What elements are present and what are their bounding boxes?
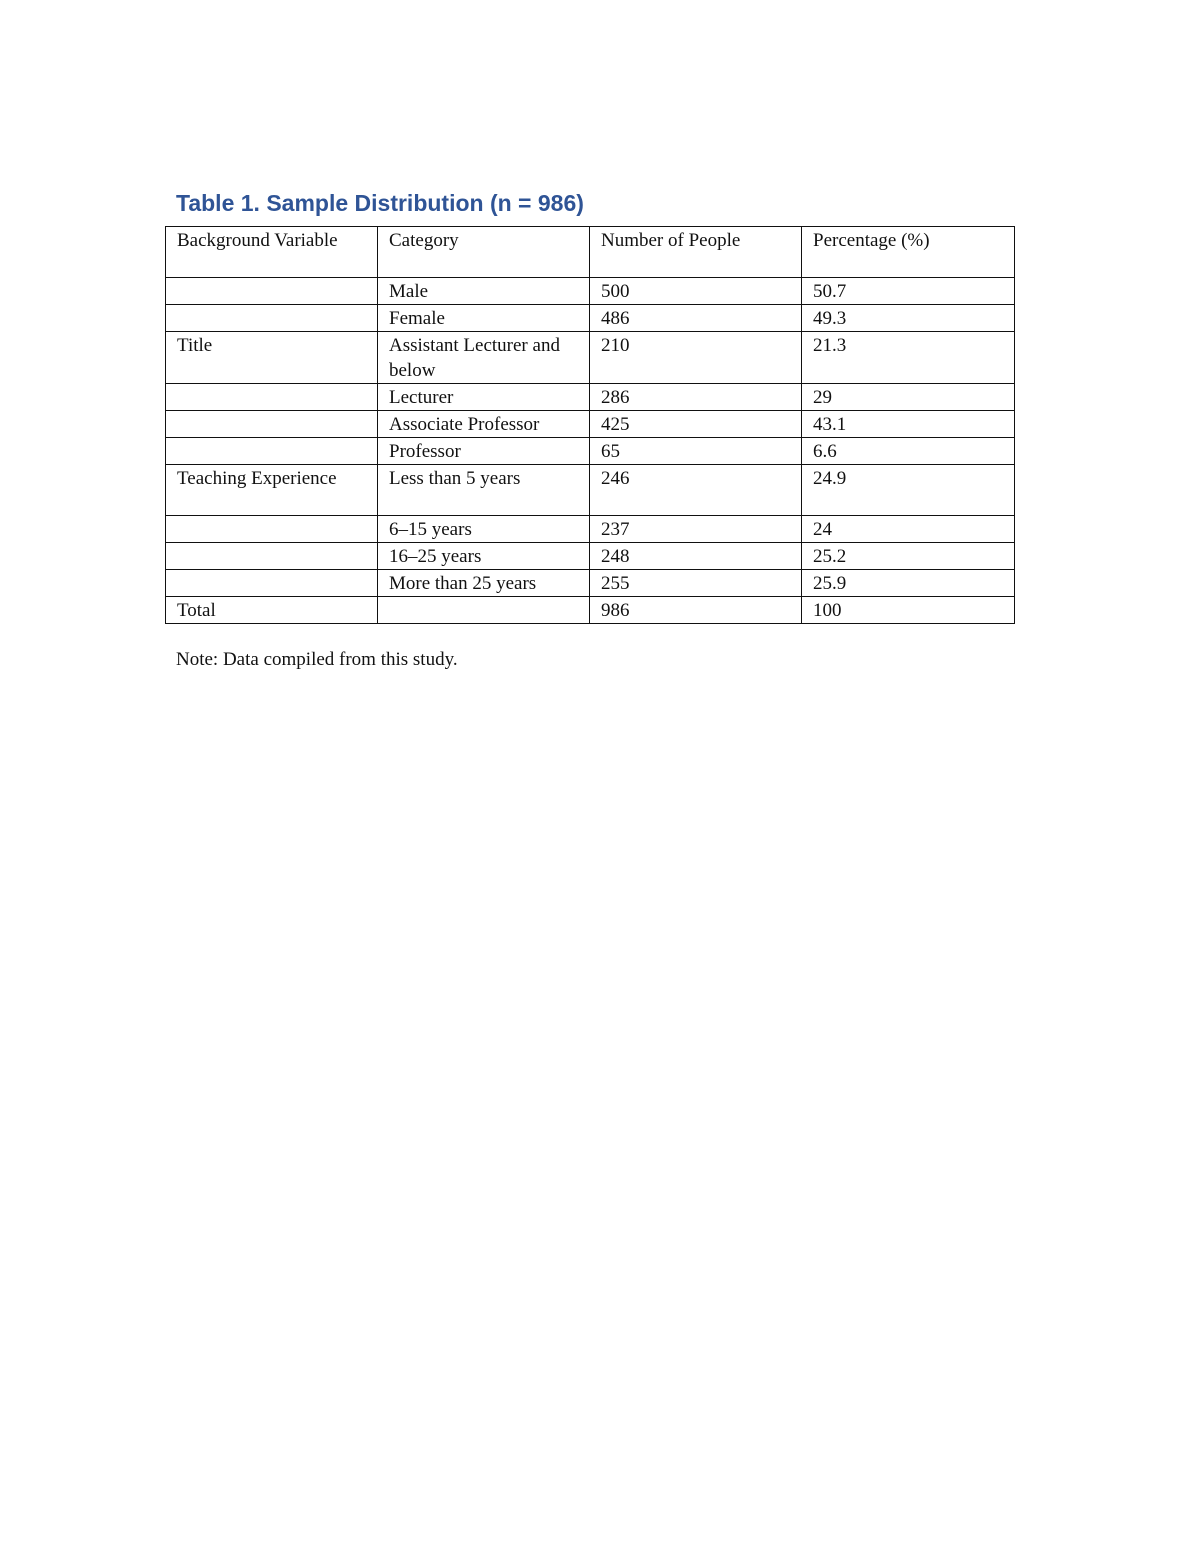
table-caption: Table 1. Sample Distribution (n = 986) <box>176 190 584 216</box>
table-cell: 210 <box>590 332 802 384</box>
table-row <box>166 570 1015 597</box>
table-cell: 29 <box>802 384 1015 411</box>
header-cell: Number of People <box>590 227 802 278</box>
table-cell: Total <box>166 597 378 624</box>
table-cell: Associate Professor <box>378 411 590 438</box>
table-cell: More than 25 years <box>378 570 590 597</box>
header-cell: Background Variable <box>166 227 378 278</box>
table-cell: 65 <box>590 438 802 465</box>
table-note: Note: Data compiled from this study. <box>176 649 458 670</box>
table-row <box>166 516 1015 543</box>
table-cell: 286 <box>590 384 802 411</box>
table-cell: Female <box>378 305 590 332</box>
table-cell <box>166 516 378 543</box>
table-row <box>166 465 1015 516</box>
header-cell: Percentage (%) <box>802 227 1015 278</box>
table-cell: Teaching Experience <box>166 465 378 516</box>
table-cell: 248 <box>590 543 802 570</box>
table-row <box>166 384 1015 411</box>
table-cell <box>166 278 378 305</box>
table-cell <box>378 597 590 624</box>
sample-distribution-table <box>165 226 1015 624</box>
table-cell: Professor <box>378 438 590 465</box>
table-cell: 425 <box>590 411 802 438</box>
header-cell: Category <box>378 227 590 278</box>
table-row <box>166 543 1015 570</box>
table-row <box>166 332 1015 384</box>
table-cell <box>166 543 378 570</box>
table-row <box>166 305 1015 332</box>
table-cell: 100 <box>802 597 1015 624</box>
table-cell: 25.2 <box>802 543 1015 570</box>
table-cell <box>166 384 378 411</box>
table-cell: 486 <box>590 305 802 332</box>
table-header-row <box>166 227 1015 278</box>
table-cell: 25.9 <box>802 570 1015 597</box>
table-cell: Assistant Lecturer and below <box>378 332 590 384</box>
table-cell: 43.1 <box>802 411 1015 438</box>
table-row <box>166 278 1015 305</box>
table-cell <box>166 411 378 438</box>
table-cell: 255 <box>590 570 802 597</box>
table-total-row <box>166 597 1015 624</box>
table-cell: Lecturer <box>378 384 590 411</box>
table-cell: 237 <box>590 516 802 543</box>
table-cell: Title <box>166 332 378 384</box>
table-cell: Less than 5 years <box>378 465 590 516</box>
table-row <box>166 438 1015 465</box>
table-cell: 16–25 years <box>378 543 590 570</box>
table-cell: 500 <box>590 278 802 305</box>
table-cell: 49.3 <box>802 305 1015 332</box>
table-cell: 50.7 <box>802 278 1015 305</box>
table-cell: 21.3 <box>802 332 1015 384</box>
table-cell: 24 <box>802 516 1015 543</box>
table-cell: 6.6 <box>802 438 1015 465</box>
table-cell <box>166 438 378 465</box>
table-cell: 986 <box>590 597 802 624</box>
table-cell: Male <box>378 278 590 305</box>
table-cell <box>166 570 378 597</box>
table-cell: 246 <box>590 465 802 516</box>
table-row <box>166 411 1015 438</box>
table-cell <box>166 305 378 332</box>
table-cell: 24.9 <box>802 465 1015 516</box>
table-cell: 6–15 years <box>378 516 590 543</box>
